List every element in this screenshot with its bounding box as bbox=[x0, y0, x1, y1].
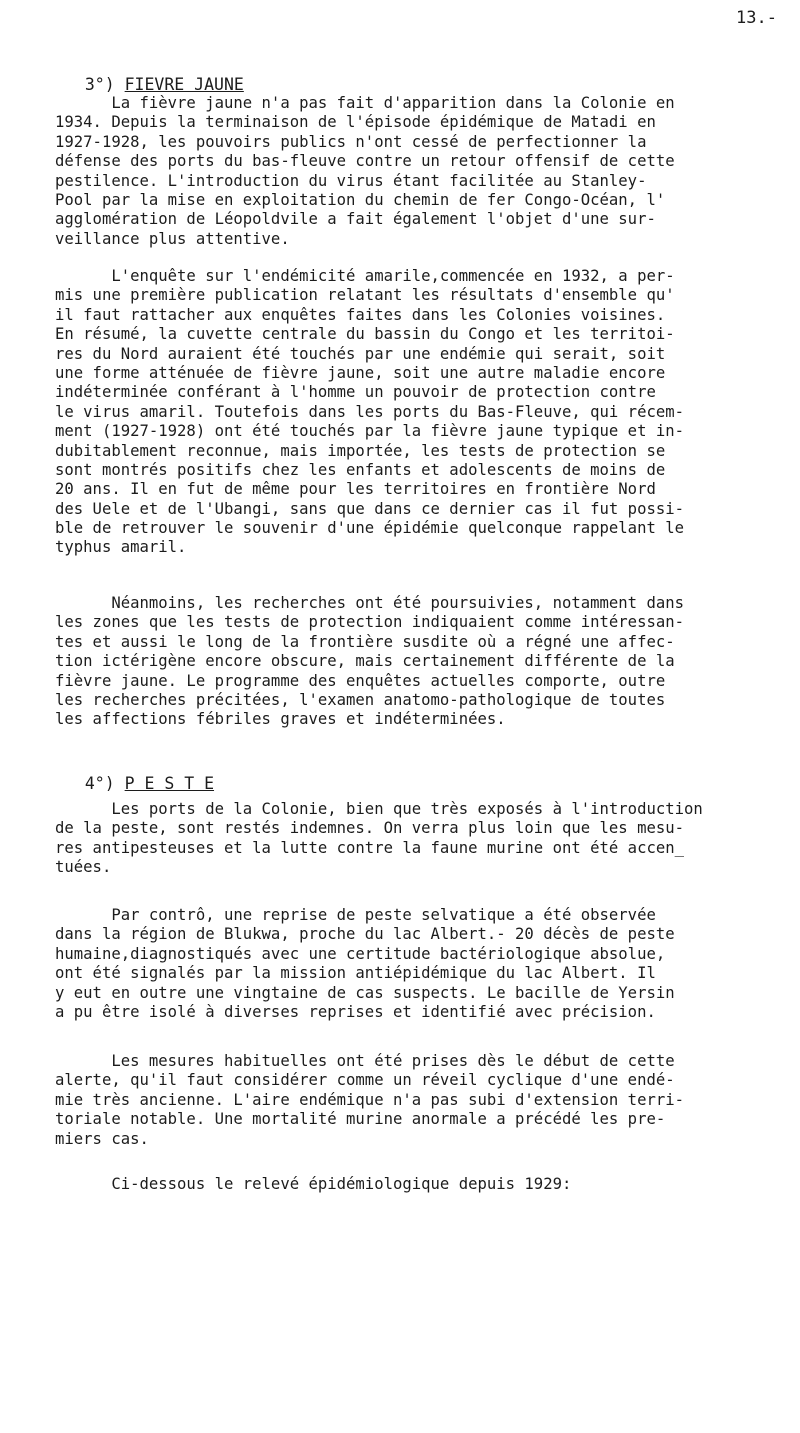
paragraph-peste-2 bbox=[55, 906, 765, 1022]
paragraph-fievre-3 bbox=[55, 594, 765, 730]
section-heading-fievre-jaune bbox=[65, 56, 244, 94]
text-line: En résumé, la cuvette centrale du bassin du Congo et les territoi- bbox=[55, 325, 675, 344]
text-line: a pu être isolé à diverses reprises et identifié avec précision. bbox=[55, 1002, 656, 1021]
text-line: toriale notable. Une mortalité murine anormale a précédé les pre- bbox=[55, 1110, 666, 1129]
text-line: tion ictérigène encore obscure, mais certainement différente de la bbox=[55, 652, 675, 671]
paragraph-fievre-1 bbox=[55, 94, 765, 249]
text-line: Néanmoins, les recherches ont été poursuivies, notamment dans bbox=[55, 594, 685, 612]
text-line: les recherches précitées, l'examen anatomo-pathologique de toutes bbox=[55, 690, 666, 709]
text-line: le virus amaril. Toutefois dans les ports du Bas-Fleuve, qui récem- bbox=[55, 402, 685, 421]
text-line: res antipesteuses et la lutte contre la faune murine ont été accen_ bbox=[55, 838, 685, 857]
text-line: L'enquête sur l'endémicité amarile,commencée en 1932, a per- bbox=[55, 267, 675, 285]
text-line: mie très ancienne. L'aire endémique n'a pas subi d'extension terri- bbox=[55, 1090, 685, 1109]
paragraph-peste-1 bbox=[55, 800, 765, 878]
section-title: P E S T E bbox=[124, 774, 215, 793]
text-line: miers cas. bbox=[55, 1129, 149, 1148]
section-number: 4°) bbox=[84, 774, 115, 793]
text-line: typhus amaril. bbox=[55, 538, 187, 557]
text-line: les zones que les tests de protection indiquaient comme intéressan- bbox=[55, 613, 685, 632]
text-line: il faut rattacher aux enquêtes faites dans les Colonies voisines. bbox=[55, 305, 666, 324]
text-line: ble de retrouver le souvenir d'une épidémie quelconque rappelant le bbox=[55, 519, 685, 538]
text-line: Pool par la mise en exploitation du chemin de fer Congo-Océan, l' bbox=[55, 190, 666, 209]
text-line: Les mesures habituelles ont été prises dès le début de cette bbox=[55, 1052, 675, 1070]
paragraph-fievre-2 bbox=[55, 267, 765, 558]
text-line: alerte, qu'il faut considérer comme un réveil cyclique d'une endé- bbox=[55, 1071, 675, 1090]
text-line: les affections fébriles graves et indéterminées. bbox=[55, 710, 506, 729]
section-title: FIEVRE JAUNE bbox=[124, 75, 244, 94]
text-line: fièvre jaune. Le programme des enquêtes actuelles comporte, outre bbox=[55, 671, 666, 690]
text-line: indéterminée conférant à l'homme un pouvoir de protection contre bbox=[55, 383, 656, 402]
text-line: une forme atténuée de fièvre jaune, soit une autre maladie encore bbox=[55, 363, 666, 382]
text-line: dubitablement reconnue, mais importée, les tests de protection se bbox=[55, 441, 666, 460]
paragraph-peste-4 bbox=[55, 1175, 765, 1194]
text-line: res du Nord auraient été touchés par une endémie qui serait, soit bbox=[55, 344, 666, 363]
text-line: tuées. bbox=[55, 858, 112, 877]
page-number: 13.- bbox=[736, 8, 777, 28]
section-number: 3°) bbox=[84, 75, 115, 94]
text-line: ment (1927-1928) ont été touchés par la fièvre jaune typique et in- bbox=[55, 422, 685, 441]
text-line: y eut en outre une vingtaine de cas suspects. Le bacille de Yersin bbox=[55, 983, 675, 1002]
section-heading-peste bbox=[65, 755, 214, 793]
text-line: Ci-dessous le relevé épidémiologique depuis 1929: bbox=[55, 1175, 572, 1193]
text-line: humaine,diagnostiqués avec une certitude bactériologique absolue, bbox=[55, 944, 666, 963]
text-line: 1934. Depuis la terminaison de l'épisode épidémique de Matadi en bbox=[55, 113, 656, 132]
text-line: La fièvre jaune n'a pas fait d'apparition dans la Colonie en bbox=[55, 94, 675, 112]
text-line: pestilence. L'introduction du virus étant facilitée au Stanley- bbox=[55, 171, 647, 190]
text-line: mis une première publication relatant les résultats d'ensemble qu' bbox=[55, 286, 675, 305]
text-line: Les ports de la Colonie, bien que très exposés à l'introduction bbox=[55, 800, 703, 818]
paragraph-peste-3 bbox=[55, 1052, 765, 1149]
text-line: tes et aussi le long de la frontière susdite où a régné une affec- bbox=[55, 632, 675, 651]
text-line: dans la région de Blukwa, proche du lac Albert.- 20 décès de peste bbox=[55, 925, 675, 944]
text-line: défense des ports du bas-fleuve contre un retour offensif de cette bbox=[55, 152, 675, 171]
text-line: veillance plus attentive. bbox=[55, 229, 290, 248]
text-line: de la peste, sont restés indemnes. On verra plus loin que les mesu- bbox=[55, 819, 685, 838]
text-line: Par contrô, une reprise de peste selvatique a été observée bbox=[55, 906, 656, 924]
text-line: 1927-1928, les pouvoirs publics n'ont cessé de perfectionner la bbox=[55, 132, 647, 151]
text-line: 20 ans. Il en fut de même pour les territoires en frontière Nord bbox=[55, 480, 656, 499]
text-line: sont montrés positifs chez les enfants et adolescents de moins de bbox=[55, 460, 666, 479]
text-line: ont été signalés par la mission antiépidémique du lac Albert. Il bbox=[55, 964, 656, 983]
text-line: des Uele et de l'Ubangi, sans que dans ce dernier cas il fut possi- bbox=[55, 499, 685, 518]
text-line: agglomération de Léopoldvile a fait également l'objet d'une sur- bbox=[55, 210, 656, 229]
